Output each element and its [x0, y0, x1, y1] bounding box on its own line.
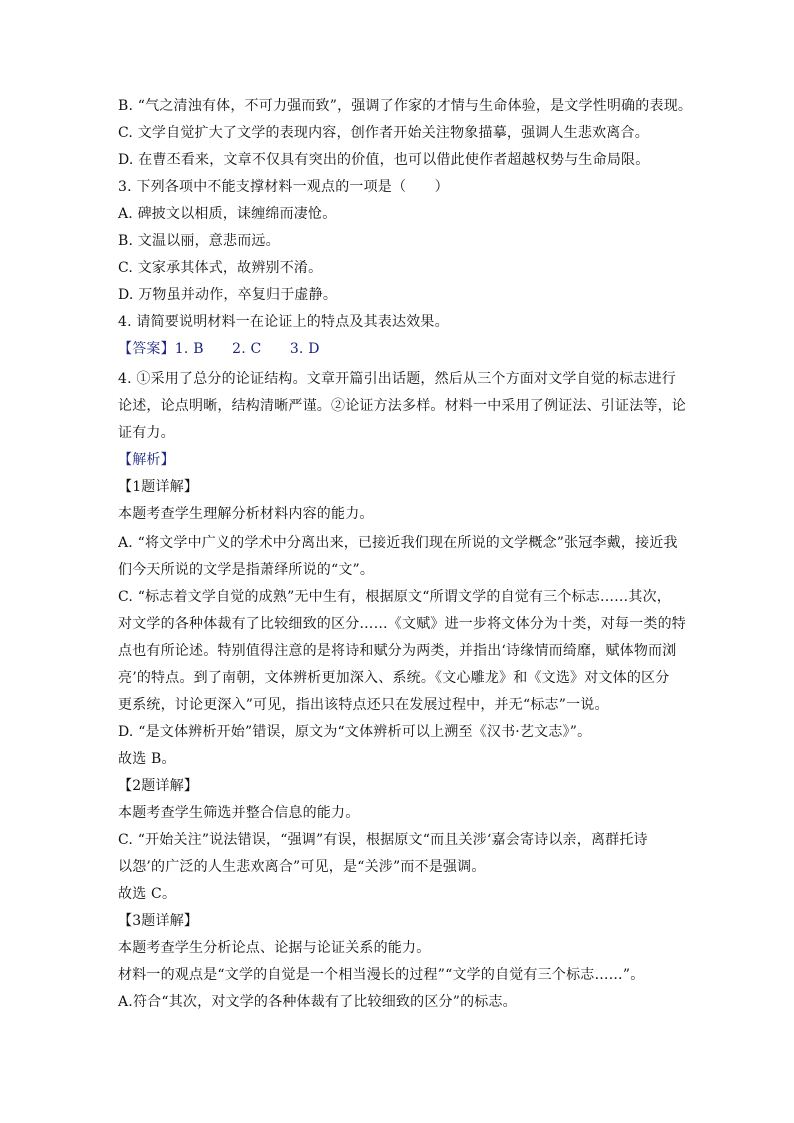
q2-detail-intro: 本题考查学生筛选并整合信息的能力。 — [118, 805, 360, 821]
q1-detail-heading: 【1题详解】 — [118, 479, 199, 495]
analysis-heading: 【解析】 — [118, 452, 175, 468]
q3-option-c: C. 文家承其体式，故辨别不淆。 — [118, 260, 323, 276]
q1-conclusion: 故选 B。 — [118, 751, 176, 767]
answer-heading: 【答案】1. B 2. C 3. D — [118, 341, 320, 357]
q2-detail-c-line-2: 以怨’的广泛的人生悲欢离合”可见，是“关涉”而不是强调。 — [118, 859, 486, 875]
q1-detail-c-line-5: 更系统，讨论更深入”可见，指出该特点还只在发展过程中，并无“标志”一说。 — [118, 697, 609, 713]
answer-4-line-1: 4. ①采用了总分的论证结构。文章开篇引出话题，然后从三个方面对文学自觉的标志进行 — [118, 371, 677, 387]
answer-4-line-3: 证有力。 — [118, 425, 175, 441]
q3-option-b: B. 文温以丽，意悲而远。 — [118, 233, 280, 249]
q1-detail-a-line-2: 们今天所说的文学是指萧绎所说的“文”。 — [118, 562, 375, 578]
q1-detail-c-line-4: 亮’的特点。到了南朝，文体辨析更加深入、系统。《文心雕龙》和《文选》对文体的区分 — [118, 670, 670, 686]
q1-detail-d-line: D. “是文体辨析开始”错误，原文为“文体辨析可以上溯至《汉书·艺文志》”。 — [118, 724, 592, 740]
answer-4-line-2: 论述，论点明晰，结构清晰严谨。②论证方法多样。材料一中采用了例证法、引证法等，论 — [118, 398, 686, 414]
option-c-line: C. 文学自觉扩大了文学的表现内容，创作者开始关注物象描摹，强调人生悲欢离合。 — [118, 125, 649, 141]
q2-detail-c-line-1: C. “开始关注”说法错误，“强调”有误，根据原文“而且关涉‘嘉会寄诗以亲，离群托诗 — [118, 832, 648, 848]
q1-detail-c-line-3: 点也有所论述。特别值得注意的是将诗和赋分为两类，并指出‘诗缘情而绮靡，赋体物而浏 — [118, 643, 677, 659]
question-3: 3. 下列各项中不能支撑材料一观点的一项是（ ） — [118, 179, 449, 195]
q3-detail-heading: 【3题详解】 — [118, 913, 199, 929]
q2-conclusion: 故选 C。 — [118, 886, 177, 902]
q1-detail-intro: 本题考查学生理解分析材料内容的能力。 — [118, 506, 374, 522]
q1-detail-a-line-1: A. “将文学中广义的学术中分离出来，已接近我们现在所说的文学概念”张冠李戴，接近我 — [118, 535, 678, 551]
q1-detail-c-line-1: C. “标志着文学自觉的成熟”无中生有，根据原文“所谓文学的自觉有三个标志……其次， — [118, 589, 671, 605]
option-d-line: D. 在曹丕看来，文章不仅具有突出的价值，也可以借此使作者超越权势与生命局限。 — [118, 152, 650, 168]
q3-option-a: A. 碑披文以相质，诔缠绵而凄怆。 — [118, 206, 337, 222]
q1-detail-c-line-2: 对文学的各种体裁有了比较细致的区分……《文赋》进一步将文体分为十类，对每一类的特 — [118, 616, 686, 632]
question-4: 4. 请简要说明材料一在论证上的特点及其表达效果。 — [118, 314, 449, 330]
option-b-line: B. “气之清浊有体，不可力强而致”，强调了作家的才情与生命体验，是文学性明确的表现。 — [118, 98, 693, 114]
q2-detail-heading: 【2题详解】 — [118, 778, 199, 794]
q3-detail-intro: 本题考查学生分析论点、论据与论证关系的能力。 — [118, 940, 431, 956]
q3-option-d: D. 万物虽并动作，卒复归于虚静。 — [118, 287, 338, 303]
q3-detail-viewpoint: 材料一的观点是“文学的自觉是一个相当漫长的过程”“文学的自觉有三个标志……”。 — [118, 967, 645, 983]
q3-detail-a: A.符合“其次，对文学的各种体裁有了比较细致的区分”的标志。 — [118, 994, 517, 1010]
